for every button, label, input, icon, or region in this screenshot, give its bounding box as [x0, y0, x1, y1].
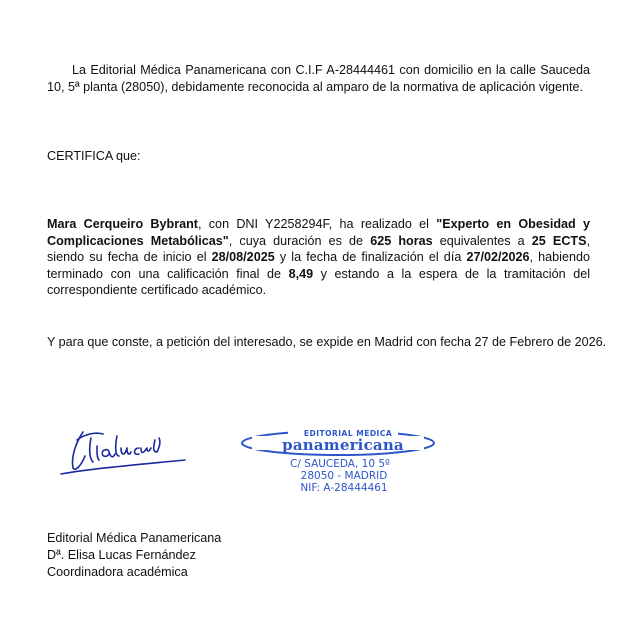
signatory-block [47, 530, 221, 581]
signatory-name: Dª. Elisa Lucas Fernández [47, 548, 196, 562]
stamp-top-text: EDITORIAL MEDICA [303, 429, 393, 438]
certification-body [47, 216, 590, 299]
end-date: 27/02/2026 [466, 250, 530, 265]
stamp-nif: NIF: A-28444461 [300, 482, 388, 494]
stamp-address-city: 28050 - MADRID [300, 470, 388, 482]
course-name: "Experto en Obesidad y Complicaciones Metabólicas" [47, 217, 590, 248]
signature-icon [55, 418, 195, 478]
body-text-5: y la fecha de finalización el día [274, 250, 467, 265]
signatory-role: Coordinadora académica [47, 565, 188, 579]
body-text-6: , habiendo terminado con una calificación final de [47, 250, 590, 281]
closing-paragraph: Y para que conste, a petición del interesado, se expide en Madrid con fecha 27 de Febrero de 2026. [47, 335, 607, 349]
course-hours: 625 horas [370, 233, 433, 248]
company-stamp [238, 425, 438, 500]
course-ects: 25 ECTS [531, 233, 587, 248]
body-text-1: , con DNI Y2258294F, ha realizado el [198, 217, 437, 231]
intro-paragraph: La Editorial Médica Panamericana con C.I.F A-28444461 con domicilio en la calle Sauceda 10, 5ª planta (28050), debidamente reconocida al amparo de la normativa de aplicación vigente. [47, 63, 590, 94]
body-text-7: y estando a la espera de la tramitación del correspondiente certificado académico. [47, 266, 590, 298]
body-text-3: equivalentes a [432, 233, 532, 248]
stamp-brand: panamericana [282, 436, 404, 454]
stamp-address-street: C/ SAUCEDA, 10 5º [290, 458, 390, 470]
body-text-2: , cuya duración es de [228, 233, 371, 248]
final-grade: 8,49 [288, 266, 314, 281]
handwritten-signature [55, 418, 195, 478]
signatory-organization: Editorial Médica Panamericana [47, 531, 222, 545]
student-name: Mara Cerqueiro Bybrant [47, 217, 198, 231]
body-text-4: , siendo su fecha de inicio el [47, 233, 591, 265]
start-date: 28/08/2025 [211, 250, 275, 265]
certifica-heading: CERTIFICA que: [47, 149, 141, 163]
